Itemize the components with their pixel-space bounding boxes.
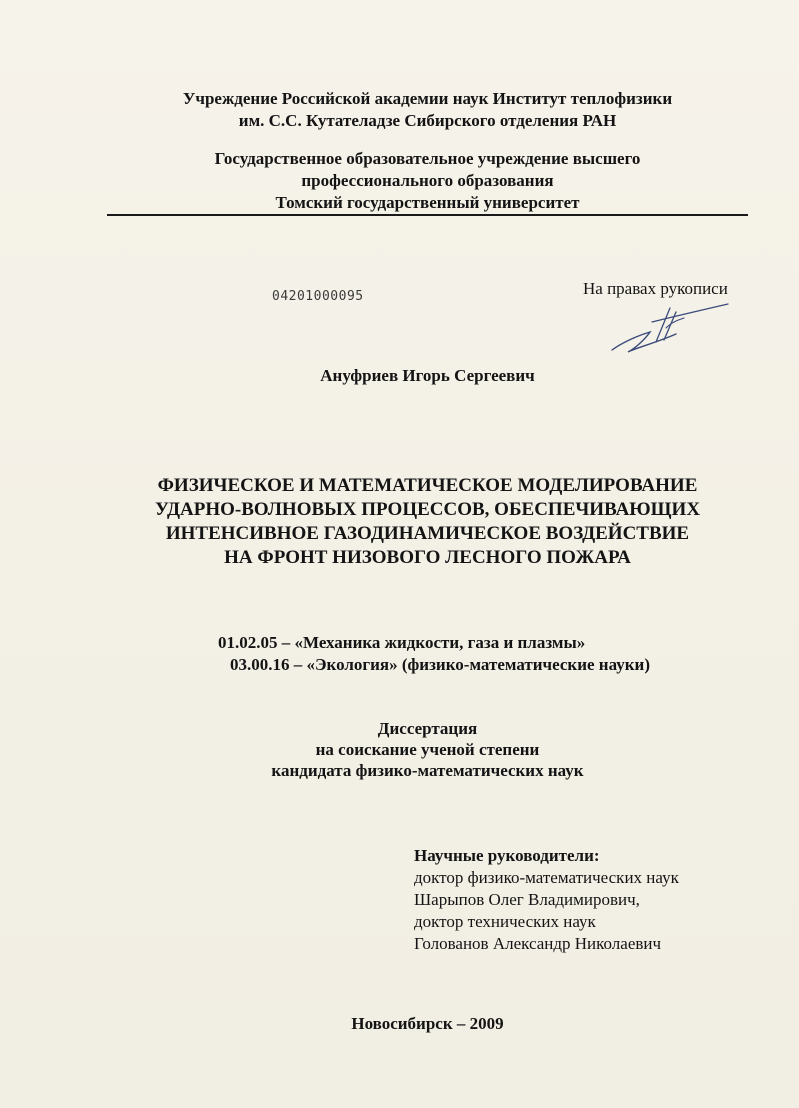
title-line-4: НА ФРОНТ НИЗОВОГО ЛЕСНОГО ПОЖАРА <box>224 547 631 568</box>
specialties <box>218 632 650 676</box>
title-line-3: ИНТЕНСИВНОЕ ГАЗОДИНАМИЧЕСКОЕ ВОЗДЕЙСТВИЕ <box>165 523 690 544</box>
dissertation-title <box>0 474 799 570</box>
city-year: Новосибирск – 2009 <box>351 1014 504 1033</box>
author-name: Ануфриев Игорь Сергеевич <box>320 366 535 385</box>
advisor-line-1: доктор физико-математических наук <box>414 868 679 887</box>
header-divider <box>107 214 748 216</box>
title-line-1: ФИЗИЧЕСКОЕ И МАТЕМАТИЧЕСКОЕ МОДЕЛИРОВАНИЕ <box>157 475 698 496</box>
title-line-2: УДАРНО-ВОЛНОВЫХ ПРОЦЕССОВ, ОБЕСПЕЧИВАЮЩИХ <box>154 499 701 520</box>
institution-academy <box>0 88 799 132</box>
specialty-1: 01.02.05 – «Механика жидкости, газа и плазмы» <box>218 633 586 652</box>
institution-academy-line-1: Учреждение Российской академии наук Институт теплофизики <box>182 89 673 108</box>
institution-university-line-2: профессионального образования <box>301 171 554 190</box>
signature-icon <box>606 298 736 358</box>
degree-line-2: на соискание ученой степени <box>315 740 540 759</box>
advisor-line-4: Голованов Александр Николаевич <box>414 934 662 953</box>
advisor-line-3: доктор технических наук <box>414 912 596 931</box>
institution-academy-line-2: им. С.С. Кутателадзе Сибирского отделения РАН <box>238 111 617 130</box>
degree-line-1: Диссертация <box>377 719 478 738</box>
specialty-2: 03.00.16 – «Экология» (физико-математические науки) <box>230 655 650 674</box>
institution-university <box>0 148 799 214</box>
institution-university-line-1: Государственное образовательное учреждение высшего <box>214 149 641 168</box>
degree-block <box>0 718 799 781</box>
rights-note: На правах рукописи <box>583 279 728 298</box>
archive-number: 04201000095 <box>272 289 364 304</box>
institution-university-line-3: Томский государственный университет <box>275 193 580 212</box>
advisors-block <box>414 845 679 955</box>
advisors-heading: Научные руководители: <box>414 846 600 865</box>
degree-line-3: кандидата физико-математических наук <box>271 761 584 780</box>
advisor-line-2: Шарыпов Олег Владимирович, <box>414 890 640 909</box>
